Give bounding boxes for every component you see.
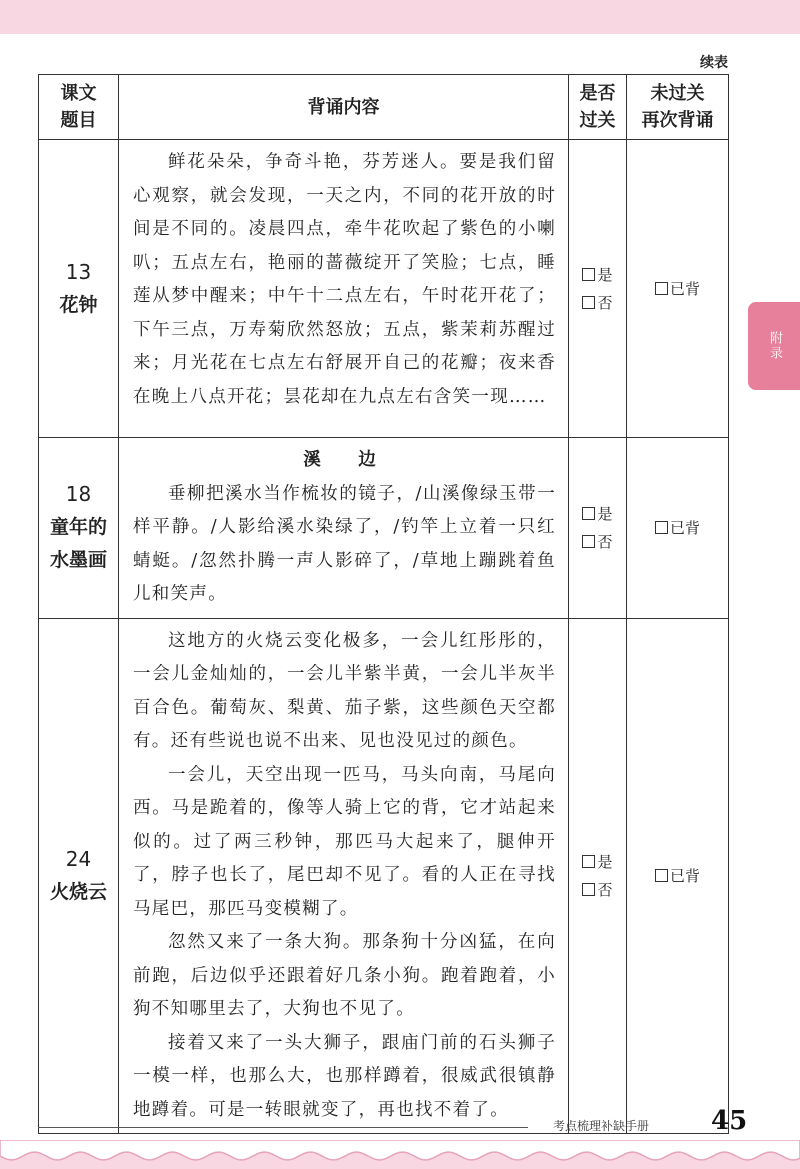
lesson-name: 童年的 水墨画 — [49, 516, 107, 572]
continued-label: 续表 — [700, 55, 728, 71]
recited-option[interactable] — [627, 514, 728, 542]
recitation-paragraph: 接着又来了一头大狮子，跟庙门前的石头狮子一模一样，也那么大，也那样蹲着，很威武很镇静地蹲着。可是一转眼就变了，再也找不着了。 — [133, 1032, 556, 1120]
recited-option[interactable] — [627, 275, 728, 303]
lesson-number: 18 — [65, 482, 92, 507]
checkbox-icon — [582, 535, 595, 548]
footer-label: 考点梳理补缺手册 — [553, 1119, 650, 1133]
checkbox-icon — [582, 296, 595, 309]
checkbox-icon — [655, 282, 668, 295]
lesson-name: 花钟 — [59, 293, 98, 316]
page-frame-bottom — [0, 1140, 800, 1169]
appendix-side-tab[interactable] — [748, 302, 800, 390]
pass-no-option[interactable] — [569, 876, 626, 904]
pass-no-label: 否 — [597, 880, 613, 899]
poem-title: 溪 边 — [303, 450, 386, 470]
pass-no-option[interactable] — [569, 528, 626, 556]
checkbox-icon — [655, 521, 668, 534]
recite-again-cell — [627, 140, 729, 438]
lesson-title-cell — [39, 618, 119, 1134]
table-row — [39, 618, 729, 1134]
header-pass-text: 是否 过关 — [579, 83, 616, 131]
recited-label: 已背 — [669, 866, 700, 885]
recited-label: 已背 — [669, 518, 700, 537]
pass-yes-label: 是 — [597, 852, 613, 871]
pass-no-label: 否 — [597, 293, 613, 312]
pass-check-cell — [569, 140, 627, 438]
header-redo — [627, 75, 729, 140]
recite-again-cell — [627, 438, 729, 619]
recitation-content-cell — [119, 618, 569, 1134]
checkbox-icon — [582, 855, 595, 868]
lesson-number: 13 — [65, 259, 92, 284]
pass-no-option[interactable] — [569, 289, 626, 317]
pass-no-label: 否 — [597, 532, 613, 551]
checkbox-icon — [582, 268, 595, 281]
header-content — [119, 75, 569, 140]
appendix-side-tab-label: 附录 — [767, 331, 782, 361]
header-pass — [569, 75, 627, 140]
pass-yes-option[interactable] — [569, 500, 626, 528]
pass-yes-option[interactable] — [569, 261, 626, 289]
lesson-title-cell — [39, 140, 119, 438]
recitation-paragraph: 这地方的火烧云变化极多，一会儿红彤彤的，一会儿金灿灿的，一会儿半紫半黄，一会儿半灰半百合色。葡萄灰、梨黄、茄子紫，这些颜色天空都有。还有些说也说不出来、见也没见过的颜色。 — [133, 630, 556, 751]
checkbox-icon — [582, 507, 595, 520]
header-title — [39, 75, 119, 140]
recitation-table — [38, 74, 729, 1134]
table-row — [39, 140, 729, 438]
table-row — [39, 438, 729, 619]
header-content-text: 背诵内容 — [307, 96, 380, 118]
header-title-text: 课文 题目 — [60, 83, 97, 131]
recitation-content-cell — [119, 140, 569, 438]
recitation-content-cell — [119, 438, 569, 619]
recitation-paragraph: 忽然又来了一条大狗。那条狗十分凶猛，在向前跑，后边似乎还跟着好几条小狗。跑着跑着，小狗不知哪里去了，大狗也不见了。 — [133, 932, 556, 1019]
recitation-paragraph: 垂柳把溪水当作梳妆的镜子，/山溪像绿玉带一样平静。/人影给溪水染绿了，/钓竿上立着一只红蜻蜓。/忽然扑腾一声人影碎了，/草地上蹦跳着鱼儿和笑声。 — [133, 483, 556, 604]
checkbox-icon — [655, 869, 668, 882]
pass-yes-label: 是 — [597, 265, 613, 284]
pass-check-cell — [569, 438, 627, 619]
recitation-paragraph: 一会儿，天空出现一匹马，马头向南，马尾向西。马是跪着的，像等人骑上它的背，它才站起来似的。过了两三秒钟，那匹马大起来了，腿伸开了，脖子也长了，尾巴却不见了。看的人正在寻找马尾巴，那匹马变模糊了。 — [133, 764, 556, 919]
pass-yes-label: 是 — [597, 504, 613, 523]
pass-yes-option[interactable] — [569, 848, 626, 876]
recite-again-cell — [627, 618, 729, 1134]
recitation-paragraph: 鲜花朵朵，争奇斗艳，芬芳迷人。要是我们留心观察，就会发现，一天之内，不同的花开放的时间是不同的。凌晨四点，牵牛花吹起了紫色的小喇叭；五点左右，艳丽的蔷薇绽开了笑脸；七点，睡莲从梦中醒来；中午十二点左右，午时花开花了；下午三点，万寿菊欣然怒放；五点，紫茉莉苏醒过来；月光花在七点左右舒展开自己的花瓣；夜来香在晚上八点开花；昙花却在九点左右含笑一现…… — [133, 152, 556, 407]
lesson-name: 火烧云 — [49, 880, 107, 903]
table-header-row — [39, 75, 729, 140]
pass-check-cell — [569, 618, 627, 1134]
header-redo-text: 未过关 再次背诵 — [641, 83, 714, 131]
recited-option[interactable] — [627, 862, 728, 890]
footer-rule — [38, 1127, 528, 1128]
checkbox-icon — [582, 883, 595, 896]
recited-label: 已背 — [669, 279, 700, 298]
page-number: 45 — [711, 1106, 748, 1136]
lesson-title-cell — [39, 438, 119, 619]
lesson-number: 24 — [65, 846, 92, 871]
